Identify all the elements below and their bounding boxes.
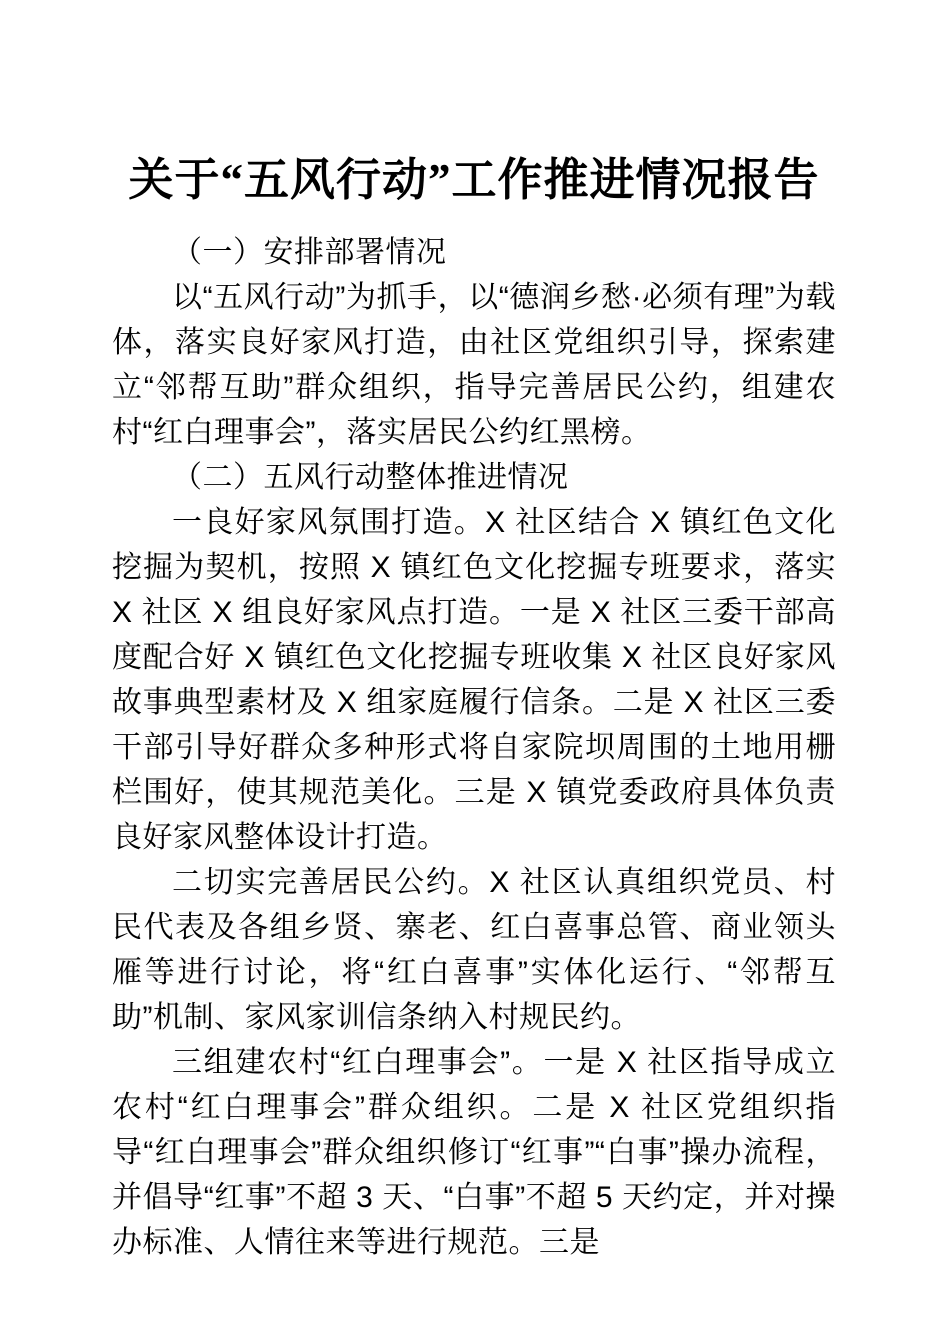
paragraph-family-style-building: 一良好家风氛围打造。X 社区结合 X 镇红色文化挖掘为契机，按照 X 镇红色文化挖掘专班要求，落实 X 社区 X 组良好家风点打造。一是 X 社区三委干部高度配合好 X 镇红色文化挖掘专班收集 X 社区良好家风故事典型素材及 X 组家庭履行信条。二是 X 社区三委干部引导好群众多种形式将自家院坝周围的土地用栅栏围好，使其规范美化。三是 X 镇党委政府具体负责良好家风整体设计打造。 — [112, 506, 836, 854]
paragraph-red-white-council: 三组建农村“红白理事会”。一是 X 社区指导成立农村“红白理事会”群众组织。二是 X 社区党组织指导“红白理事会”群众组织修订“红事”“白事”操办流程，并倡导“红事”不超 3 天、“白事”不超 5 天约定，并对操办标准、人情往来等进行规范。三是 — [112, 1046, 836, 1259]
section-heading-arrangement: （一）安排部署情况 — [172, 236, 447, 269]
paragraph-arrangement-overview: 以“五风行动”为抓手，以“德润乡愁·必须有理”为载体，落实良好家风打造，由社区党组织引导，探索建立“邻帮互助”群众组织，指导完善居民公约，组建农村“红白理事会”，落实居民公约红黑榜。 — [112, 281, 836, 449]
document-title: 关于“五风行动”工作推进情况报告 — [128, 155, 820, 205]
section-heading-overall-progress: （二）五风行动整体推进情况 — [172, 461, 569, 494]
paragraph-residents-pact: 二切实完善居民公约。X 社区认真组织党员、村民代表及各组乡贤、寨老、红白喜事总管、商业领头雁等进行讨论，将“红白喜事”实体化运行、“邻帮互助”机制、家风家训信条纳入村规民约。 — [112, 866, 836, 1034]
